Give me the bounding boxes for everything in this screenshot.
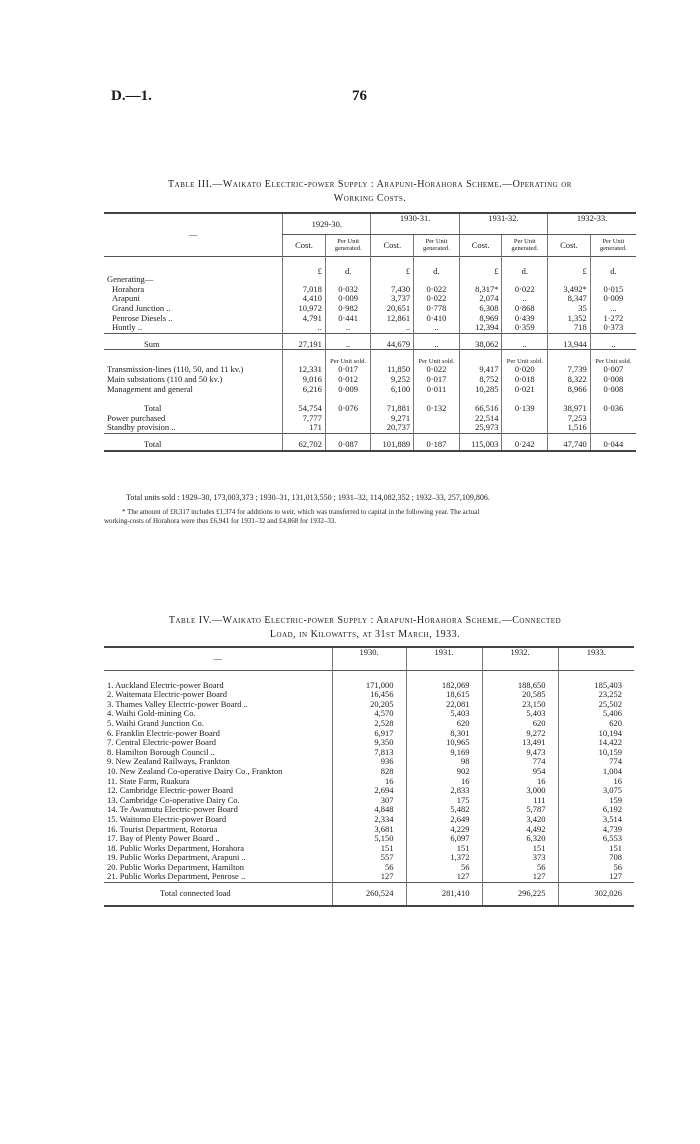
cell-value	[590, 423, 636, 433]
table3	[104, 212, 636, 452]
cell-value: 23,150	[482, 700, 558, 710]
row-label: Power purchased	[107, 412, 166, 423]
cell-value: 0·441	[325, 314, 371, 324]
cell-value: 182,069	[406, 670, 482, 690]
cell-value: 0·012	[325, 375, 371, 385]
cell-value: 13,491	[482, 738, 558, 748]
cell-value: 127	[332, 872, 406, 882]
cell-value: 98	[406, 757, 482, 767]
cell-value: 3,737	[371, 294, 414, 304]
cell-value: 2,528	[332, 719, 406, 729]
table4-caption-line2: Load, in Kilowatts, at 31st March, 1933.	[269, 629, 461, 640]
cost-header: Cost.	[283, 234, 326, 257]
cell-value: ..	[590, 333, 636, 350]
pence-unit: d.	[590, 257, 636, 285]
cell-value: 4,739	[558, 825, 634, 835]
table3-stub-header: —	[188, 229, 198, 240]
cell-value: ..	[283, 323, 326, 333]
cell-value: 620	[558, 719, 634, 729]
cell-value: 151	[482, 844, 558, 854]
cell-value: 175	[406, 796, 482, 806]
table4-stub-header: —	[213, 653, 222, 663]
row-label: 16. Tourist Department, Rotorua	[107, 823, 218, 834]
cell-value: 7,253	[548, 414, 591, 424]
row-label: Huntly ..	[112, 322, 142, 333]
document-reference: D.—1.	[111, 88, 152, 104]
cell-value: 0·017	[325, 365, 371, 375]
cell-value: 0·982	[325, 304, 371, 314]
cell-value: 6,320	[482, 834, 558, 844]
cell-value: 0·087	[325, 433, 371, 450]
table-row	[104, 314, 636, 324]
cell-value: 151	[406, 844, 482, 854]
cell-value: 828	[332, 767, 406, 777]
cell-value: 5,482	[406, 805, 482, 815]
row-label: 11. State Farm, Ruakura	[107, 775, 190, 786]
cell-value: 260,524	[332, 883, 406, 906]
table3-caption-line2: Working Costs.	[333, 193, 407, 204]
cell-value: 9,016	[283, 375, 326, 385]
cost-header: Cost.	[459, 234, 502, 257]
row-label: 3. Thames Valley Electric-power Board ..	[107, 698, 248, 709]
cell-value: 0·778	[414, 304, 460, 314]
cell-value: 22,081	[406, 700, 482, 710]
row-label: Transmission-lines (110, 50, and 11 kv.)	[107, 364, 244, 375]
cell-value: 1,516	[548, 423, 591, 433]
table-row	[104, 433, 636, 450]
pound-unit: £	[283, 257, 326, 285]
cell-value: 0·868	[502, 304, 548, 314]
cell-value: 0·008	[590, 385, 636, 395]
spacer	[371, 350, 414, 366]
cell-value: 0·373	[590, 323, 636, 333]
cell-value: 56	[482, 863, 558, 873]
per-unit-sold-header: Per Unit sold.	[414, 350, 460, 366]
cell-value: 1,352	[548, 314, 591, 324]
cell-value: 620	[406, 719, 482, 729]
cell-value: 7,430	[371, 285, 414, 295]
cell-value	[414, 423, 460, 433]
cell-value: 2,833	[406, 786, 482, 796]
table4-caption	[100, 614, 630, 642]
cell-value: 774	[482, 757, 558, 767]
cell-value: 0·022	[414, 365, 460, 375]
cell-value: 0·022	[502, 285, 548, 295]
table-row	[104, 294, 636, 304]
cell-value: 6,216	[283, 385, 326, 395]
cell-value: 8,317*	[459, 285, 502, 295]
cell-value: ..	[325, 333, 371, 350]
pound-unit: £	[459, 257, 502, 285]
cell-value: 23,252	[558, 690, 634, 700]
cell-value: 1,372	[406, 853, 482, 863]
spacer	[548, 350, 591, 366]
cell-value: 2,074	[459, 294, 502, 304]
cost-header: Cost.	[371, 234, 414, 257]
cell-value: 16	[406, 777, 482, 787]
cell-value: 281,410	[406, 883, 482, 906]
cell-value: ...	[590, 304, 636, 314]
per-unit-header: Per Unit generated.	[590, 234, 636, 257]
row-label: Standby provision ..	[107, 422, 176, 433]
cell-value: 11,850	[371, 365, 414, 375]
cell-value: 0·139	[502, 394, 548, 414]
cell-value: 56	[332, 863, 406, 873]
cell-value: 101,889	[371, 433, 414, 450]
cell-value: 10,965	[406, 738, 482, 748]
table-row	[104, 414, 636, 424]
cell-value: 20,651	[371, 304, 414, 314]
year-header: 1929-30.	[283, 213, 371, 234]
cell-value: 71,881	[371, 394, 414, 414]
cell-value: 3,420	[482, 815, 558, 825]
row-label: 2. Waitemata Electric-power Board	[107, 689, 227, 700]
cell-value: 38,062	[459, 333, 502, 350]
cell-value: 708	[558, 853, 634, 863]
row-label: 20. Public Works Department, Hamilton	[107, 861, 245, 872]
row-label: 19. Public Works Department, Arapuni ..	[107, 852, 246, 863]
pound-unit: £	[548, 257, 591, 285]
cell-value: 127	[558, 872, 634, 882]
year-header: 1931-32.	[459, 213, 547, 234]
cell-value: 5,150	[332, 834, 406, 844]
cell-value: 0·007	[590, 365, 636, 375]
cell-value: 62,702	[283, 433, 326, 450]
cell-value: 8,347	[548, 294, 591, 304]
cell-value: 3,514	[558, 815, 634, 825]
spacer	[283, 350, 326, 366]
cell-value: 0·009	[325, 385, 371, 395]
cell-value: 3,492*	[548, 285, 591, 295]
cell-value: 6,308	[459, 304, 502, 314]
cell-value: 620	[482, 719, 558, 729]
cell-value: 2,334	[332, 815, 406, 825]
cell-value: 151	[558, 844, 634, 854]
row-label: 4. Waihi Gold-mining Co.	[107, 708, 196, 719]
cell-value: 66,516	[459, 394, 502, 414]
cell-value: 0·008	[590, 375, 636, 385]
cell-value: 38,971	[548, 394, 591, 414]
cell-value: 2,649	[406, 815, 482, 825]
spacer	[104, 350, 283, 366]
per-unit-sold-header: Per Unit sold.	[590, 350, 636, 366]
cell-value: 8,322	[548, 375, 591, 385]
cell-value: 6,100	[371, 385, 414, 395]
cell-value: 27,191	[283, 333, 326, 350]
cell-value: 4,410	[283, 294, 326, 304]
cell-value: 9,271	[371, 414, 414, 424]
row-label: 13. Cambridge Co-operative Dairy Co.	[107, 794, 240, 805]
row-label: Grand Junction ..	[112, 302, 171, 313]
cell-value: 4,229	[406, 825, 482, 835]
cell-value: 7,018	[283, 285, 326, 295]
cell-value: 0·009	[325, 294, 371, 304]
cell-value: 13,944	[548, 333, 591, 350]
cell-value: 1,004	[558, 767, 634, 777]
cell-value: 185,403	[558, 670, 634, 690]
year-header: 1931.	[406, 647, 482, 670]
per-unit-header: Per Unit generated.	[325, 234, 371, 257]
cell-value: 2,694	[332, 786, 406, 796]
cell-value: 10,159	[558, 748, 634, 758]
cell-value: 718	[548, 323, 591, 333]
cell-value: 47,740	[548, 433, 591, 450]
cell-value: 936	[332, 757, 406, 767]
cell-value: 54,754	[283, 394, 326, 414]
row-label: Main substations (110 and 50 kv.)	[107, 373, 223, 384]
cell-value: 10,972	[283, 304, 326, 314]
cell-value: 1·272	[590, 314, 636, 324]
cell-value: 902	[406, 767, 482, 777]
cell-value: 9,350	[332, 738, 406, 748]
cell-value: 171,000	[332, 670, 406, 690]
cell-value: 9,417	[459, 365, 502, 375]
row-label: Management and general	[107, 383, 193, 394]
cell-value: 0·132	[414, 394, 460, 414]
cell-value: 171	[283, 423, 326, 433]
cell-value: 8,752	[459, 375, 502, 385]
per-unit-sold-row	[104, 350, 636, 366]
table3-caption-line1: Table III.—Waikato Electric-power Supply : Arapuni-Horahora Scheme.—Operating or	[168, 179, 572, 190]
cell-value: 10,285	[459, 385, 502, 395]
cell-value: 0·439	[502, 314, 548, 324]
cell-value	[325, 423, 371, 433]
cell-value: 0·022	[414, 285, 460, 295]
cell-value: 9,473	[482, 748, 558, 758]
cell-value: 8,966	[548, 385, 591, 395]
table-row	[104, 333, 636, 350]
cell-value: 151	[332, 844, 406, 854]
cell-value: 3,000	[482, 786, 558, 796]
cell-value: 0·015	[590, 285, 636, 295]
table-row	[104, 304, 636, 314]
cell-value: 0·011	[414, 385, 460, 395]
cell-value: 0·020	[502, 365, 548, 375]
cell-value: 111	[482, 796, 558, 806]
year-header: 1930-31.	[371, 213, 459, 234]
cell-value: 159	[558, 796, 634, 806]
footnote-line2: working-costs of Horahora were thus £6,941 for 1931–32 and £4,868 for 1932–33.	[104, 517, 337, 525]
cell-value: 6,192	[558, 805, 634, 815]
per-unit-header: Per Unit generated.	[414, 234, 460, 257]
cell-value: 302,026	[558, 883, 634, 906]
cell-value: 0·076	[325, 394, 371, 414]
table4-caption-line1: Table IV.—Waikato Electric-power Supply : Arapuni-Horahora Scheme.—Connected	[168, 615, 562, 626]
cell-value: 22,514	[459, 414, 502, 424]
row-label: Total	[144, 403, 162, 414]
spacer	[459, 350, 502, 366]
pence-unit: d.	[414, 257, 460, 285]
cell-value: 9,272	[482, 729, 558, 739]
cell-value: 10,194	[558, 729, 634, 739]
cell-value: 5,403	[406, 709, 482, 719]
cell-value: 0·242	[502, 433, 548, 450]
cell-value: 7,739	[548, 365, 591, 375]
cell-value: 6,553	[558, 834, 634, 844]
table4	[104, 646, 634, 907]
cell-value	[325, 414, 371, 424]
row-label: 5. Waihi Grand Junction Co.	[107, 717, 204, 728]
row-label: 10. New Zealand Co-operative Dairy Co., Frankton	[107, 765, 283, 776]
table-row	[104, 323, 636, 333]
row-label: 6. Franklin Electric-power Board	[107, 727, 220, 738]
row-label: 7. Central Electric-power Board	[107, 737, 217, 748]
cell-value: 0·032	[325, 285, 371, 295]
row-label: Penrose Diesels ..	[112, 312, 173, 323]
table-row	[104, 385, 636, 395]
units-row	[104, 257, 636, 285]
row-label: 9. New Zealand Railways, Frankton	[107, 756, 230, 767]
year-header: 1932-33.	[548, 213, 636, 234]
cell-value: ..	[414, 323, 460, 333]
cell-value: ..	[325, 323, 371, 333]
cell-value: 296,225	[482, 883, 558, 906]
cell-value: 6,917	[332, 729, 406, 739]
cell-value: 0·036	[590, 394, 636, 414]
row-label: 1. Auckland Electric-power Board	[107, 679, 224, 690]
cell-value: 373	[482, 853, 558, 863]
cell-value: 16	[558, 777, 634, 787]
cell-value: 8,969	[459, 314, 502, 324]
cell-value: 16	[332, 777, 406, 787]
cell-value: 5,403	[482, 709, 558, 719]
cell-value: 0·410	[414, 314, 460, 324]
table3-caption	[100, 178, 640, 206]
cell-value: 20,205	[332, 700, 406, 710]
cell-value: 0·017	[414, 375, 460, 385]
table3-footnote	[104, 508, 636, 526]
row-label: 12. Cambridge Electric-power Board	[107, 785, 234, 796]
table-row	[104, 394, 636, 414]
cell-value: 35	[548, 304, 591, 314]
cell-value: 44,679	[371, 333, 414, 350]
table-row	[104, 285, 636, 295]
total-row	[104, 883, 634, 906]
per-unit-header: Per Unit generated.	[502, 234, 548, 257]
cell-value: 12,861	[371, 314, 414, 324]
cell-value: 0·018	[502, 375, 548, 385]
cell-value: 18,615	[406, 690, 482, 700]
cell-value: ..	[502, 294, 548, 304]
cell-value	[590, 414, 636, 424]
cell-value: 6,097	[406, 834, 482, 844]
row-label: 14. Te Awamutu Electric-power Board	[107, 804, 238, 815]
cell-value: 4,570	[332, 709, 406, 719]
row-label: Total	[144, 438, 162, 449]
cell-value	[502, 423, 548, 433]
year-header: 1933.	[558, 647, 634, 670]
cell-value: 14,422	[558, 738, 634, 748]
cell-value: 115,003	[459, 433, 502, 450]
pence-unit: d.	[325, 257, 371, 285]
cell-value	[502, 414, 548, 424]
cell-value: 127	[406, 872, 482, 882]
table-row	[104, 423, 636, 433]
cell-value: 25,502	[558, 700, 634, 710]
row-label: 18. Public Works Department, Horahora	[107, 842, 245, 853]
section-label: Generating—	[107, 274, 154, 285]
cell-value: ..	[371, 323, 414, 333]
page-number: 76	[352, 88, 367, 104]
cell-value: 7,813	[332, 748, 406, 758]
per-unit-sold-header: Per Unit sold.	[325, 350, 371, 366]
row-label: Total connected load	[160, 888, 231, 899]
row-label: 8. Hamilton Borough Council ..	[107, 746, 215, 757]
row-label: 21. Public Works Department, Penrose ..	[107, 871, 246, 882]
cell-value: 3,681	[332, 825, 406, 835]
cell-value: 127	[482, 872, 558, 882]
table3-units-sold: Total units sold : 1929–30, 173,003,373 ; 1930–31, 131,013,550 ; 1931–32, 114,082,352 ; 1932–33, 257,109,806.	[126, 493, 490, 502]
cell-value: 0·022	[414, 294, 460, 304]
cell-value: 4,492	[482, 825, 558, 835]
cell-value: 307	[332, 796, 406, 806]
table-row	[104, 670, 634, 690]
cell-value: 774	[558, 757, 634, 767]
row-label: 15. Waitomo Electric-power Board	[107, 813, 227, 824]
cell-value: 9,252	[371, 375, 414, 385]
year-header: 1930.	[332, 647, 406, 670]
row-label: Horahora	[112, 283, 145, 294]
cell-value: 954	[482, 767, 558, 777]
cell-value: 16,456	[332, 690, 406, 700]
row-label: Arapuni	[112, 293, 140, 304]
cell-value: 8,301	[406, 729, 482, 739]
cell-value: 56	[406, 863, 482, 873]
cell-value: 0·009	[590, 294, 636, 304]
cell-value: 5,406	[558, 709, 634, 719]
cell-value: 188,650	[482, 670, 558, 690]
cell-value: 4,848	[332, 805, 406, 815]
year-header: 1932.	[482, 647, 558, 670]
cell-value: 16	[482, 777, 558, 787]
cell-value: ..	[414, 333, 460, 350]
cell-value: 20,737	[371, 423, 414, 433]
cell-value: 4,791	[283, 314, 326, 324]
pence-unit: d.	[502, 257, 548, 285]
cell-value	[414, 414, 460, 424]
row-label: Sum	[144, 338, 160, 349]
footnote-line1: * The amount of £8,317 includes £1,374 for additions to weir, which was transferred to capital in the following year. The actual	[122, 508, 480, 516]
pound-unit: £	[371, 257, 414, 285]
cell-value: 5,787	[482, 805, 558, 815]
cell-value: 0·359	[502, 323, 548, 333]
cell-value: 12,394	[459, 323, 502, 333]
row-label: 17. Bay of Plenty Power Board ..	[107, 833, 220, 844]
per-unit-sold-header: Per Unit sold.	[502, 350, 548, 366]
cell-value: 0·044	[590, 433, 636, 450]
cell-value: 20,585	[482, 690, 558, 700]
cell-value: 9,169	[406, 748, 482, 758]
cell-value: 25,973	[459, 423, 502, 433]
cell-value: 12,331	[283, 365, 326, 375]
table-row	[104, 872, 634, 882]
cell-value: 0·021	[502, 385, 548, 395]
cell-value: 7,777	[283, 414, 326, 424]
cell-value: ..	[502, 333, 548, 350]
cell-value: 56	[558, 863, 634, 873]
cell-value: 3,075	[558, 786, 634, 796]
cell-value: 0·187	[414, 433, 460, 450]
cost-header: Cost.	[548, 234, 591, 257]
cell-value: 557	[332, 853, 406, 863]
